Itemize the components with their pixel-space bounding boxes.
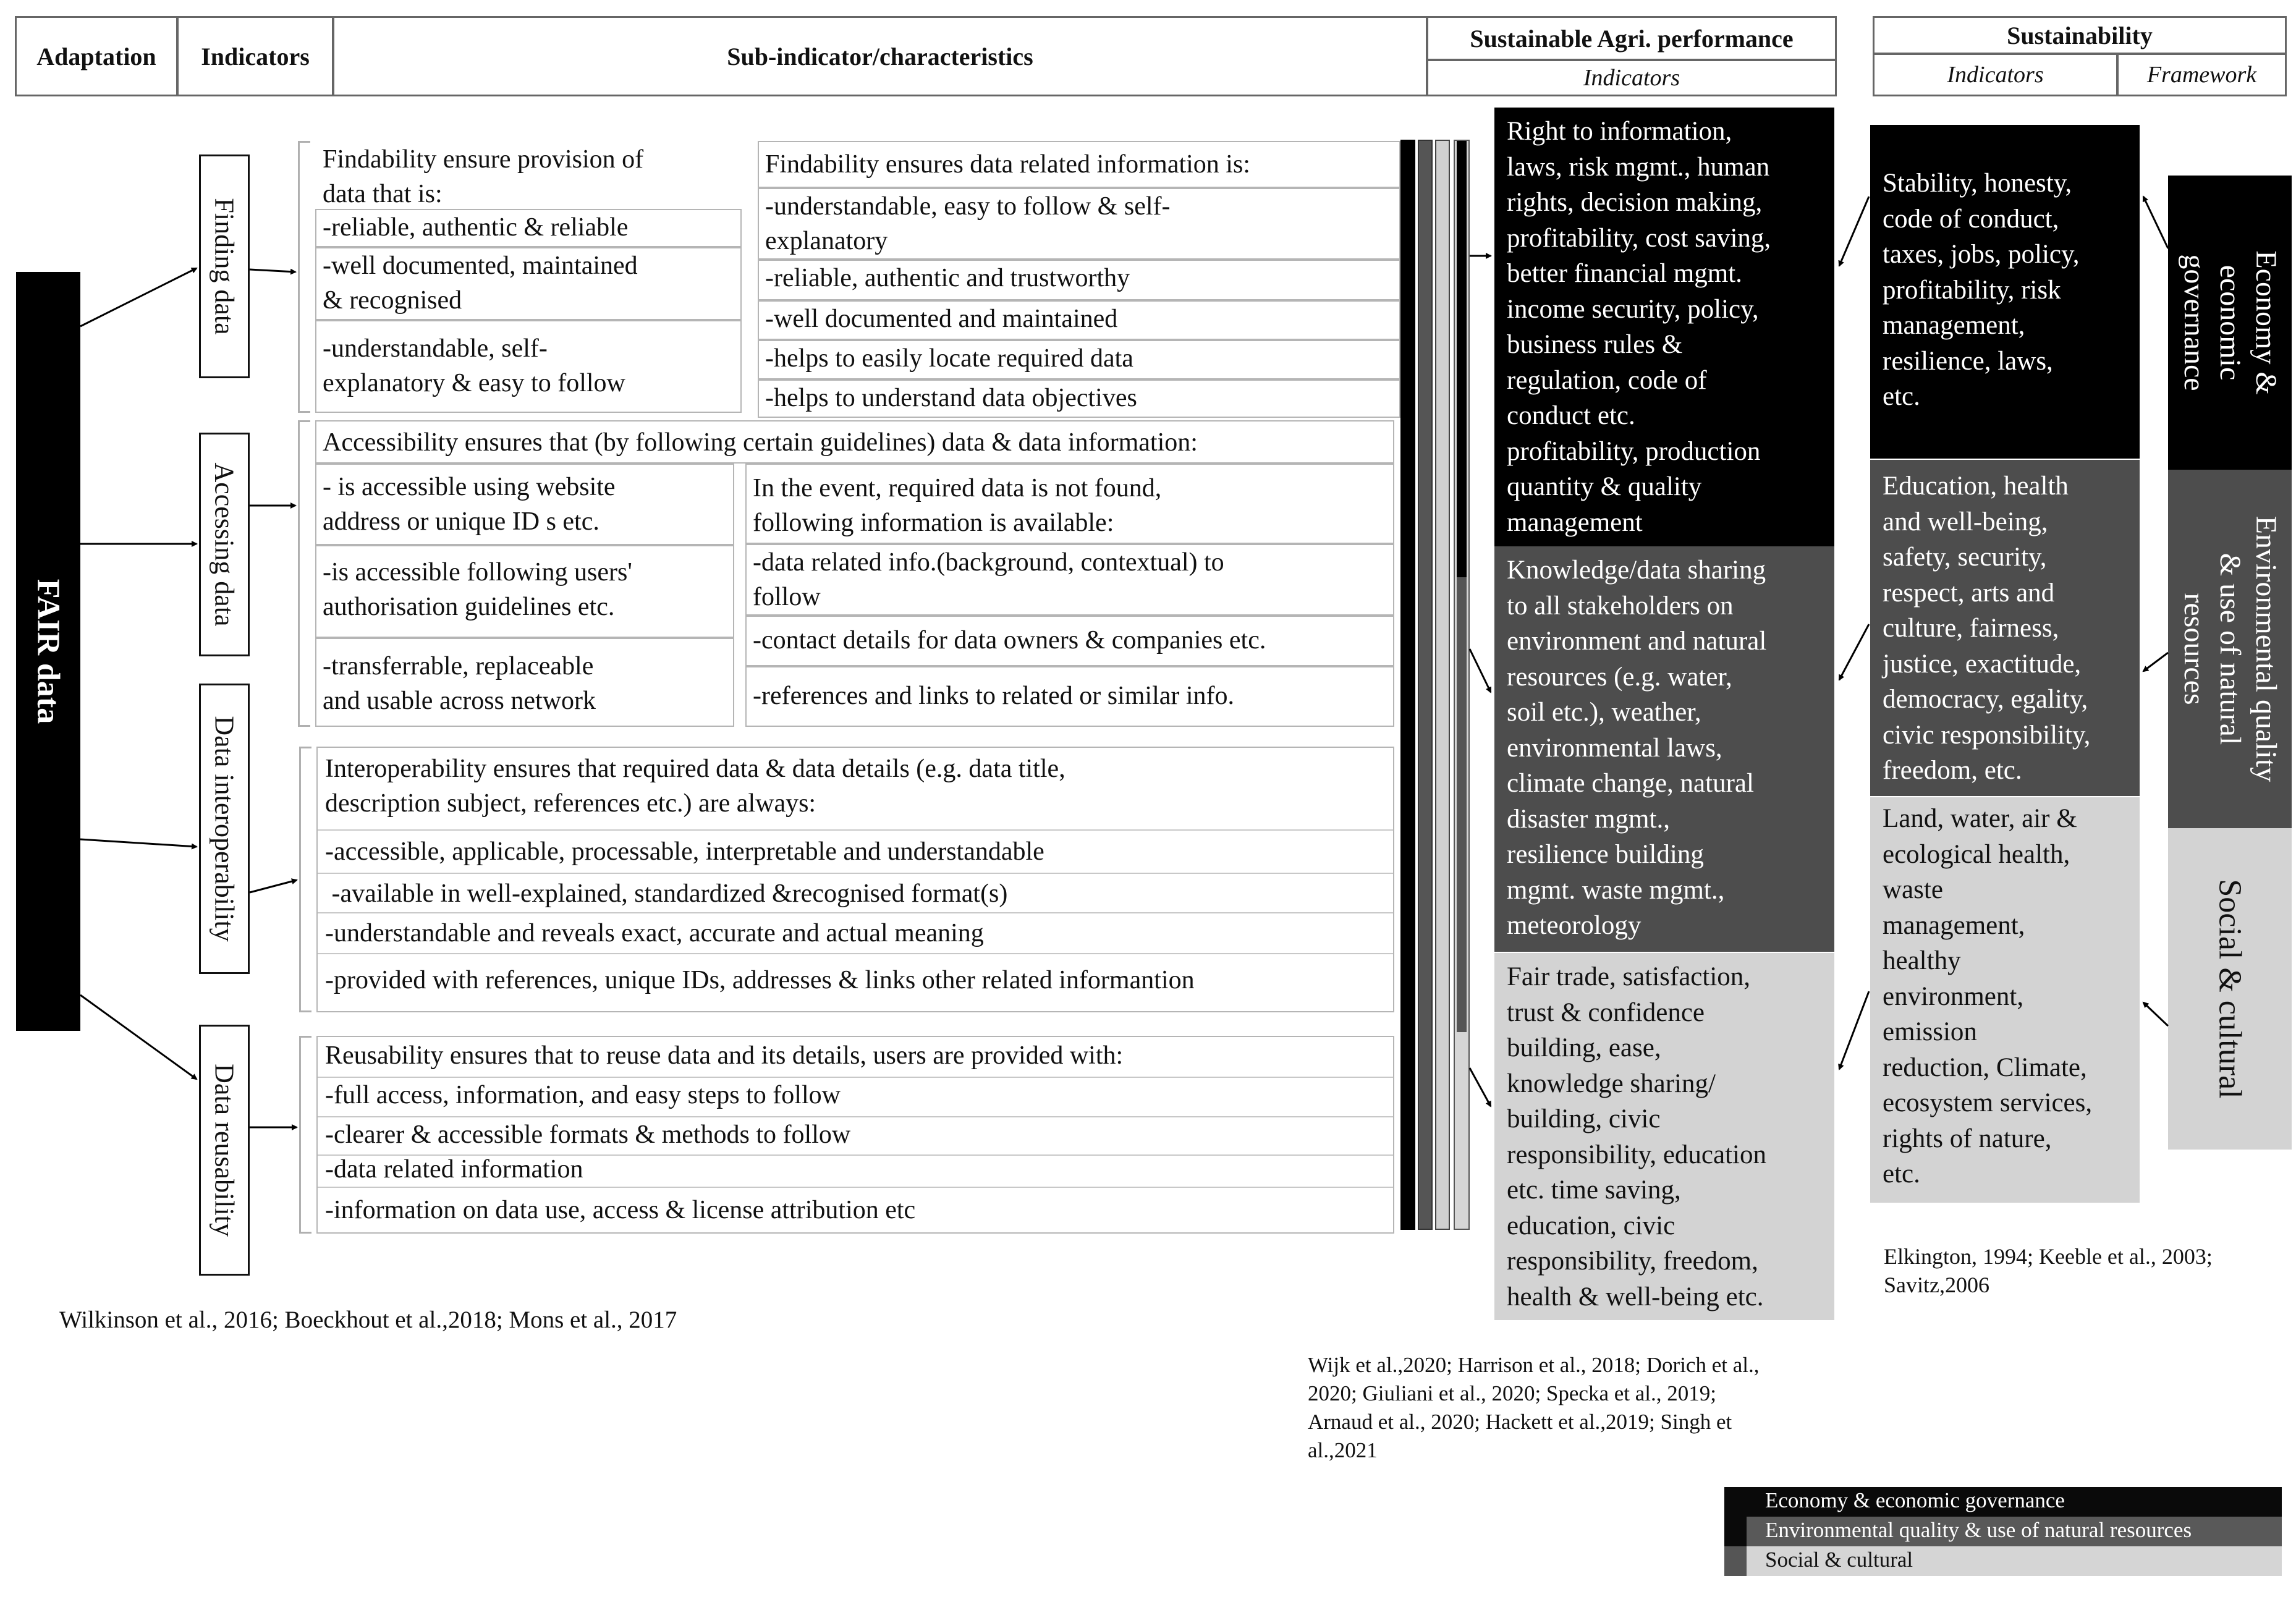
arrow-bar-to-sap-environment: [1470, 649, 1491, 692]
interoperability-item: -available in well-explained, standardized &recognised format(s): [318, 874, 1393, 913]
framework-economy-line: Economy &: [2250, 250, 2282, 395]
framework-environment-line: & use of natural: [2214, 553, 2247, 745]
header-sap-indicators: Indicators: [1426, 59, 1837, 96]
framework-economy-line: economic: [2214, 265, 2247, 381]
legend-environment-swatch: [1724, 1517, 1747, 1546]
reference-sus-line: Savitz,2006: [1884, 1273, 1989, 1297]
interoperability-title: Interoperability ensures that required data & data details (e.g. data title, description subject, references etc.) are always:: [318, 752, 1393, 831]
arrow-fair-to-interoperability: [80, 839, 197, 847]
header-sus-title: Sustainability: [1873, 16, 2287, 54]
reusability-item: -full access, information, and easy steps to follow: [318, 1078, 1393, 1117]
interoperability-item: -understandable and reveals exact, accurate and actual meaning: [318, 913, 1393, 954]
accessibility-right-title: In the event, required data is not found, following information is available:: [745, 464, 1394, 544]
reference-fair: Wilkinson et al., 2016; Boeckhout et al.,2018; Mons et al., 2017: [59, 1307, 677, 1333]
legend-social-label: Social & cultural: [1765, 1548, 1913, 1572]
findability-right-item: -helps to easily locate required data: [758, 340, 1400, 379]
legend-social-row: [1724, 1546, 2282, 1576]
legend-economy-label: Economy & economic governance: [1765, 1488, 2065, 1512]
header-indicators: Indicators: [177, 16, 334, 96]
header-sus-framework: Framework: [2117, 53, 2287, 96]
reference-sap-line: 2020; Giuliani et al., 2020; Specka et al., 2019;: [1308, 1381, 1716, 1405]
legend-environment-label: Environmental quality & use of natural resources: [1765, 1518, 2192, 1542]
sus-social-block: Land, water, air & ecological health, waste management, healthy environment, emission reduction, Climate, ecosystem services, rights of nature, etc.: [1870, 797, 2140, 1203]
arrow-sus-to-sap-environment: [1839, 624, 1869, 680]
header-sub-indicator: Sub-indicator/characteristics: [333, 16, 1428, 96]
interoperability-item: -provided with references, unique IDs, addresses & links other related informantion: [325, 966, 1195, 994]
findability-left-item: -reliable, authentic & reliable: [315, 209, 742, 247]
accessibility-left-item: -transferrable, replaceable and usable across network: [315, 638, 734, 727]
arrow-framework-to-sus-environment: [2143, 653, 2168, 671]
accessibility-left-item: -is accessible following users' authorisation guidelines etc.: [315, 545, 734, 638]
accessibility-right-item: -contact details for data owners & companies etc.: [745, 616, 1394, 666]
reference-sap-line: Arnaud et al., 2020; Hackett et al.,2019; Singh et: [1308, 1410, 1732, 1434]
accessibility-left-item: - is accessible using website address or unique ID s etc.: [315, 464, 734, 545]
accessibility-right-item: -references and links to related or similar info.: [745, 666, 1394, 727]
findability-right-item: -helps to understand data objectives: [758, 379, 1400, 418]
header-sus-indicators: Indicators: [1873, 53, 2118, 96]
reference-sus: [1884, 1242, 2285, 1299]
arrow-framework-to-sus-social: [2143, 1002, 2168, 1026]
reference-sus-line: Elkington, 1994; Keeble et al., 2003;: [1884, 1244, 2213, 1269]
fair-data-label: FAIR data: [30, 578, 66, 724]
arrow-framework-to-sus-economy: [2143, 197, 2168, 248]
indicator-data-interoperability: Data interoperability: [199, 684, 250, 974]
arrow-interop-to-interoperability: [250, 880, 297, 892]
findability-left-item: -understandable, self- explanatory & easy to follow: [315, 320, 742, 413]
framework-environment-line: resources: [2178, 593, 2211, 705]
legend-environment-row: [1724, 1517, 2282, 1546]
framework-social-line: Social & cultural: [2212, 879, 2248, 1099]
reusability-title: Reusability ensures that to reuse data and its details, users are provided with:: [318, 1038, 1393, 1078]
sap-environment-block: Knowledge/data sharing to all stakeholders on environment and natural resources (e.g. water, soil etc.), weather, environmental laws, climate change, natural disaster mgmt., resilience building mgmt. waste mgmt., meteorology: [1494, 546, 1834, 952]
sus-environment-block: Education, health and well-being, safety, security, respect, arts and culture, fairness, justice, exactitude, democracy, egality, civic responsibility, freedom, etc.: [1870, 460, 2140, 796]
arrow-fair-to-finding: [80, 268, 197, 326]
sap-economy-block: Right to information, laws, risk mgmt., human rights, decision making, profitability, cost saving, better financial mgmt. income security, policy, business rules & regulation, code of conduct etc. profitability, production quantity & quality management: [1494, 108, 1834, 546]
findability-left-title: Findability ensure provision of data that is:: [315, 141, 742, 209]
arrow-sus-to-sap-social: [1839, 991, 1869, 1069]
arrow-sus-to-sap-economy: [1839, 197, 1869, 266]
framework-economy-line: governance: [2178, 254, 2211, 391]
reference-sap-line: Wijk et al.,2020; Harrison et al., 2018; Dorich et al.,: [1308, 1353, 1760, 1377]
legend-economy-row: [1724, 1487, 2282, 1517]
header-sap-title: Sustainable Agri. performance: [1426, 16, 1837, 61]
arrow-bar-to-sap-social: [1470, 1068, 1491, 1106]
reference-sap-line: al.,2021: [1308, 1438, 1378, 1462]
reusability-item: -information on data use, access & license attribution etc: [325, 1196, 916, 1224]
framework-environment-line: Environmental quality: [2250, 515, 2282, 782]
legend: [1724, 1487, 2282, 1577]
findability-right-title: Findability ensures data related information is:: [758, 141, 1400, 188]
reference-sap: [1308, 1351, 1821, 1465]
reusability-item: -clearer & accessible formats & methods to follow: [318, 1117, 1393, 1156]
accessibility-title: Accessibility ensures that (by following certain guidelines) data & data information:: [315, 420, 1394, 464]
findability-right-item: -well documented and maintained: [758, 300, 1400, 340]
reusability-item: -data related information: [318, 1156, 1393, 1188]
indicator-finding-data: Finding data: [199, 155, 250, 378]
legend-social-swatch: [1724, 1546, 1747, 1576]
sap-social-block: Fair trade, satisfaction, trust & confidence building, ease, knowledge sharing/ building, civic responsibility, education etc. time saving, education, civic responsibility, freedom, health & well-being etc.: [1494, 953, 1834, 1320]
arrow-fair-to-reusability: [80, 995, 197, 1079]
header-adaptation: Adaptation: [15, 16, 178, 96]
arrow-finding-to-findability: [250, 269, 295, 272]
indicator-data-reusability: Data reusability: [199, 1025, 250, 1276]
findability-left-item: -well documented, maintained & recognised: [315, 247, 742, 320]
findability-right-item: -reliable, authentic and trustworthy: [758, 260, 1400, 300]
sus-economy-block: Stability, honesty, code of conduct, taxes, jobs, policy, profitability, risk management, resilience, laws, etc.: [1870, 125, 2140, 459]
interoperability-item: -accessible, applicable, processable, interpretable and understandable: [318, 831, 1393, 874]
findability-right-item: -understandable, easy to follow & self- explanatory: [758, 188, 1400, 260]
accessibility-right-item: -data related info.(background, contextual) to follow: [745, 544, 1394, 616]
indicator-accessing-data: Accessing data: [199, 433, 250, 656]
